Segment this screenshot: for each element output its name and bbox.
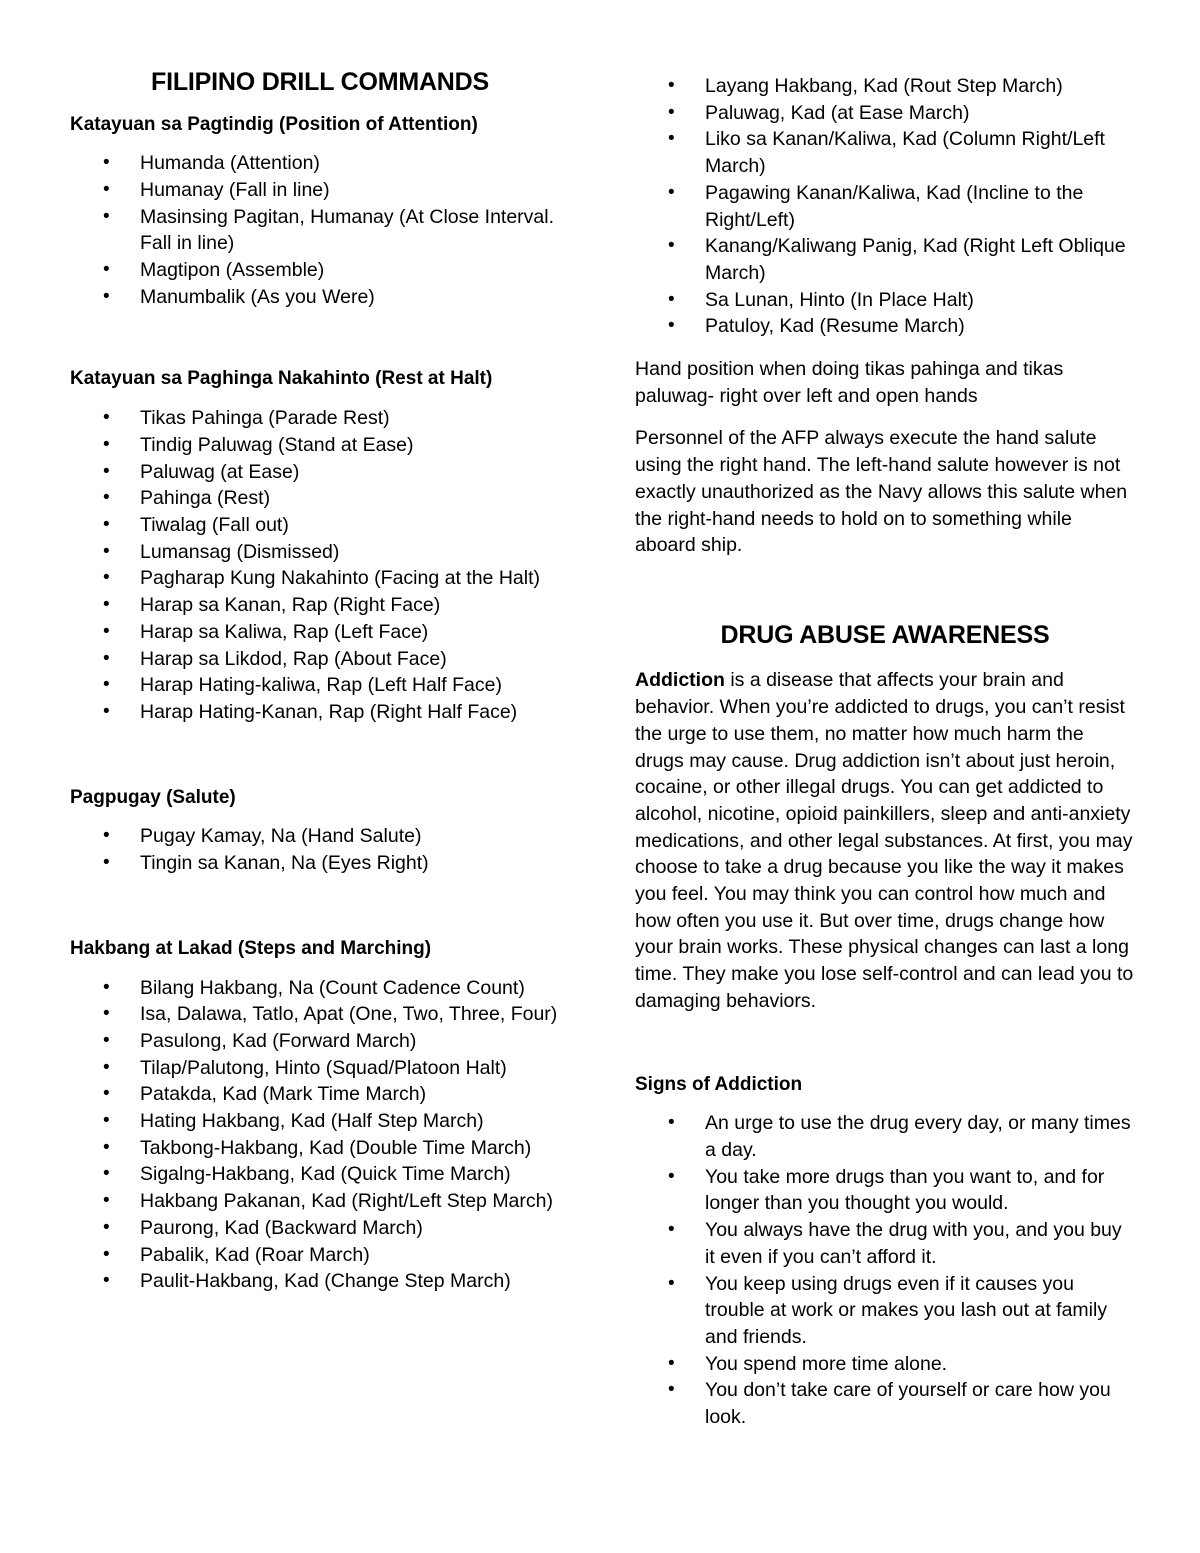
list-item: • Tiwalag (Fall out) (70, 512, 570, 539)
list-item: • Pagawing Kanan/Kaliwa, Kad (Incline to the Right/Left) (635, 180, 1135, 233)
list-item: • You don’t take care of yourself or care how you look. (635, 1377, 1135, 1430)
drug-section-title: DRUG ABUSE AWARENESS (720, 620, 1050, 649)
list-item: • Manumbalik (As you Were) (70, 284, 570, 311)
section-heading-marching: Hakbang at Lakad (Steps and Marching) (70, 937, 432, 959)
list-item: • Masinsing Pagitan, Humanay (At Close Interval. Fall in line) (70, 204, 570, 257)
list-item: • Humanay (Fall in line) (70, 177, 570, 204)
list-item: • An urge to use the drug every day, or many times a day. (635, 1110, 1135, 1163)
list-item: • You keep using drugs even if it causes you trouble at work or makes you lash out at family and friends. (635, 1271, 1135, 1351)
list-item: • Pagharap Kung Nakahinto (Facing at the Halt) (70, 565, 570, 592)
list-item: • Takbong-Hakbang, Kad (Double Time March) (70, 1135, 570, 1162)
marching-list (70, 975, 570, 1295)
signs-heading: Signs of Addiction (635, 1073, 803, 1095)
list-item: • Layang Hakbang, Kad (Rout Step March) (635, 73, 1135, 100)
list-item: • Paulit-Hakbang, Kad (Change Step March) (70, 1268, 570, 1295)
addiction-paragraph (635, 667, 1135, 1014)
list-item: • Sigalng-Hakbang, Kad (Quick Time March) (70, 1161, 570, 1188)
list-item: • Tikas Pahinga (Parade Rest) (70, 405, 570, 432)
salute-paragraph: Personnel of the AFP always execute the hand salute using the right hand. The left-hand salute however is not exactly unauthorized as the Navy allows this salute when the right-hand needs to hold on to something while aboard ship. (635, 427, 1128, 557)
list-item: • Harap sa Kanan, Rap (Right Face) (70, 592, 570, 619)
list-item: • Harap sa Likdod, Rap (About Face) (70, 646, 570, 673)
list-item: • Harap sa Kaliwa, Rap (Left Face) (70, 619, 570, 646)
left-column (70, 66, 570, 1295)
hand-position-paragraph: Hand position when doing tikas pahinga and tikas paluwag- right over left and open hands (635, 358, 1064, 407)
list-item: • Tindig Paluwag (Stand at Ease) (70, 432, 570, 459)
list-item: • Paluwag (at Ease) (70, 459, 570, 486)
list-item: • You spend more time alone. (635, 1351, 1135, 1378)
rest-list (70, 405, 570, 725)
list-item: • Pabalik, Kad (Roar March) (70, 1242, 570, 1269)
list-item: • Pahinga (Rest) (70, 485, 570, 512)
list-item: • Hakbang Pakanan, Kad (Right/Left Step March) (70, 1188, 570, 1215)
list-item: • Sa Lunan, Hinto (In Place Halt) (635, 287, 1135, 314)
list-item: • Isa, Dalawa, Tatlo, Apat (One, Two, Three, Four) (70, 1001, 570, 1028)
list-item: • Humanda (Attention) (70, 150, 570, 177)
signs-list (635, 1110, 1135, 1430)
attention-list (70, 150, 570, 310)
list-item: • Tilap/Palutong, Hinto (Squad/Platoon Halt) (70, 1055, 570, 1082)
page-title: FILIPINO DRILL COMMANDS (151, 68, 489, 96)
list-item: • Pasulong, Kad (Forward March) (70, 1028, 570, 1055)
list-item: • Tingin sa Kanan, Na (Eyes Right) (70, 850, 570, 877)
list-item: • You always have the drug with you, and you buy it even if you can’t afford it. (635, 1217, 1135, 1270)
list-item: • Paurong, Kad (Backward March) (70, 1215, 570, 1242)
list-item: • Bilang Hakbang, Na (Count Cadence Count) (70, 975, 570, 1002)
right-column (635, 73, 1135, 1431)
addiction-text: is a disease that affects your brain and behavior. When you’re addicted to drugs, you can’t resist the urge to use them, no matter how much harm the drugs may cause. Drug addiction isn’t about just heroin, cocaine, or other illegal drugs. You can get addicted to alcohol, nicotine, opioid painkillers, sleep and anti-anxiety medications, and other legal substances. At first, you may choose to take a drug because you like the way it makes you feel. You may think you can control how much and how often you use it. But over time, drugs change how your brain works. These physical changes can last a long time. They make you lose self-control and can lead you to damaging behaviors. (635, 669, 1134, 1012)
list-item: • Liko sa Kanan/Kaliwa, Kad (Column Right/Left March) (635, 126, 1135, 179)
list-item: • Patakda, Kad (Mark Time March) (70, 1081, 570, 1108)
list-item: • Magtipon (Assemble) (70, 257, 570, 284)
list-item: • Harap Hating-kaliwa, Rap (Left Half Face) (70, 672, 570, 699)
list-item: • Pugay Kamay, Na (Hand Salute) (70, 823, 570, 850)
list-item: • Patuloy, Kad (Resume March) (635, 313, 1135, 340)
salute-list (70, 823, 570, 876)
section-heading-rest: Katayuan sa Paghinga Nakahinto (Rest at Halt) (70, 368, 493, 390)
list-item: • Lumansag (Dismissed) (70, 539, 570, 566)
addiction-term: Addiction (635, 669, 725, 692)
list-item: • Paluwag, Kad (at Ease March) (635, 100, 1135, 127)
section-heading-attention: Katayuan sa Pagtindig (Position of Attention) (70, 113, 478, 135)
marching-list-continued (635, 73, 1135, 340)
list-item: • Harap Hating-Kanan, Rap (Right Half Face) (70, 699, 570, 726)
list-item: • You take more drugs than you want to, and for longer than you thought you would. (635, 1164, 1135, 1217)
section-heading-salute: Pagpugay (Salute) (70, 786, 236, 808)
list-item: • Kanang/Kaliwang Panig, Kad (Right Left Oblique March) (635, 233, 1135, 286)
list-item: • Hating Hakbang, Kad (Half Step March) (70, 1108, 570, 1135)
